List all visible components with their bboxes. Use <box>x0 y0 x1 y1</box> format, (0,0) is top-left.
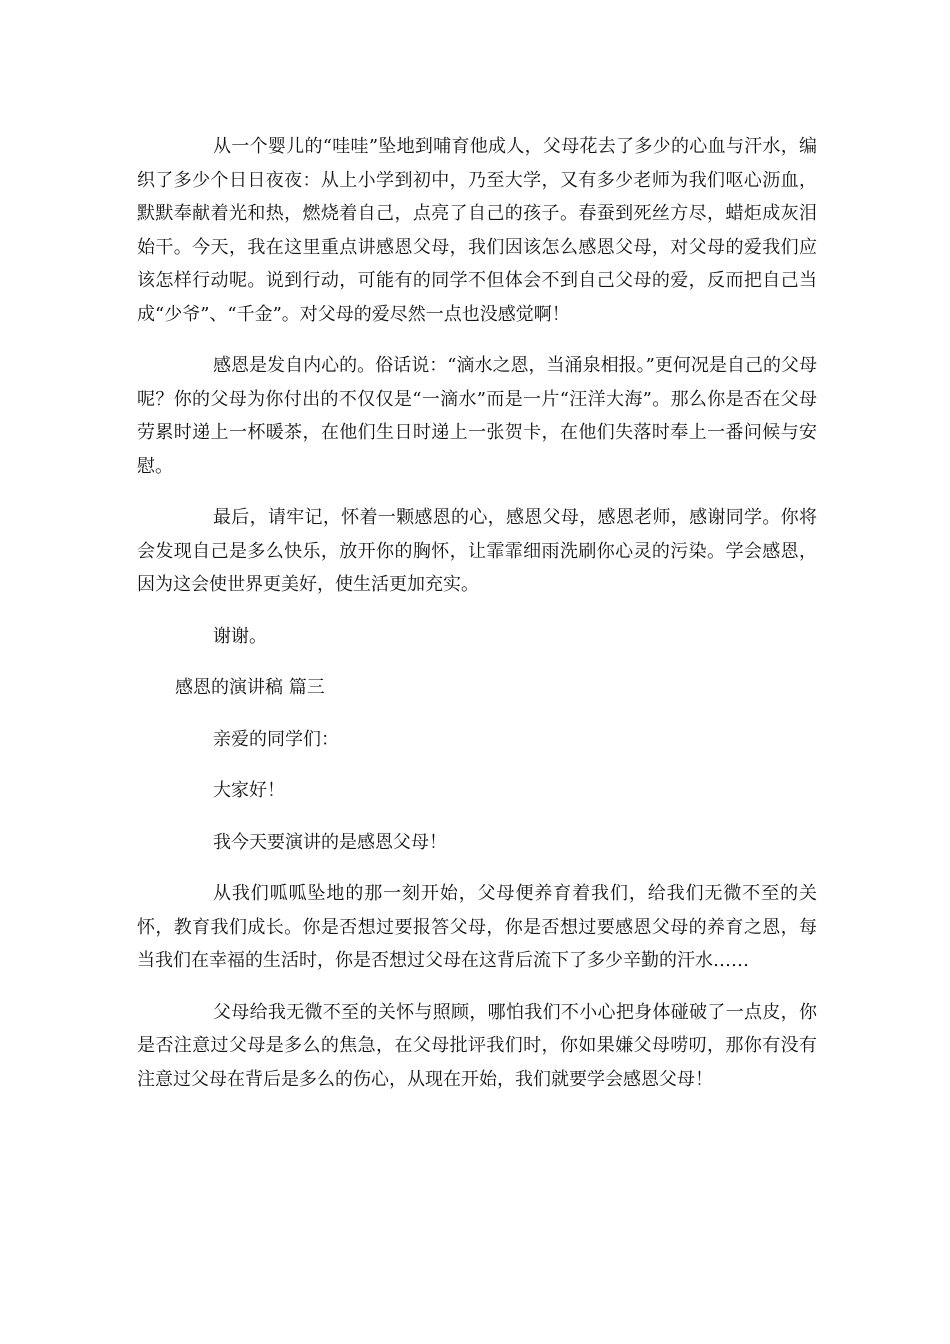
paragraph-conclusion: 最后，请牢记，怀着一颗感恩的心，感恩父母，感恩老师，感谢同学。你将会发现自己是多么快乐，放开你的胸怀，让霏霏细雨洗刷你心灵的污染。学会感恩，因为这会使世界更美好，使生活更加充实。 <box>137 507 817 595</box>
paragraph-greeting: 大家好！ <box>213 780 285 801</box>
document-body <box>137 130 817 1096</box>
paragraph-gratitude-intro: 从一个婴儿的“哇哇”坠地到哺育他成人，父母花去了多少的心血与汗水，编织了多少个日日夜夜：从上小学到初中，乃至大学，又有多少老师为我们呕心沥血，默默奉献着光和热，燃烧着自己，点亮了自己的孩子。春蚕到死丝方尽，蜡炬成灰泪始干。今天，我在这里重点讲感恩父母，我们因该怎么感恩父母，对父母的爱我们应该怎样行动呢。说到行动，可能有的同学不但体会不到自己父母的爱，反而把自己当成“少爷”、“千金”。对父母的爱尽然一点也没感觉啊！ <box>137 136 817 325</box>
paragraph-topic: 我今天要演讲的是感恩父母！ <box>213 831 447 853</box>
paragraph-gratitude-from-heart: 感恩是发自内心的。俗话说：“滴水之恩，当涌泉相报。”更何况是自己的父母呢？你的父母为你付出的不仅仅是“一滴水”而是一片“汪洋大海”。那么你是否在父母劳累时递上一杯暖茶，在他们生日时递上一张贺卡，在他们失落时奉上一番问候与安慰。 <box>137 355 817 477</box>
paragraph-parents-care: 从我们呱呱坠地的那一刻开始，父母便养育着我们，给我们无微不至的关怀，教育我们成长。你是否想过要报答父母，你是否想过要感恩父母的养育之恩，每当我们在幸福的生活时，你是否想过父母在这背后流下了多少辛勤的汗水…… <box>137 883 817 971</box>
section-title: 感恩的演讲稿 篇三 <box>175 677 325 698</box>
paragraph-thanks: 谢谢。 <box>213 625 267 647</box>
paragraph-learn-gratitude: 父母给我无微不至的关怀与照顾，哪怕我们不小心把身体碰破了一点皮，你是否注意过父母是多么的焦急，在父母批评我们时，你如果嫌父母唠叨，那你有没有注意过父母在背后是多么的伤心，从现在开始，我们就要学会感恩父母！ <box>137 1001 817 1090</box>
paragraph-salutation: 亲爱的同学们： <box>213 728 339 750</box>
